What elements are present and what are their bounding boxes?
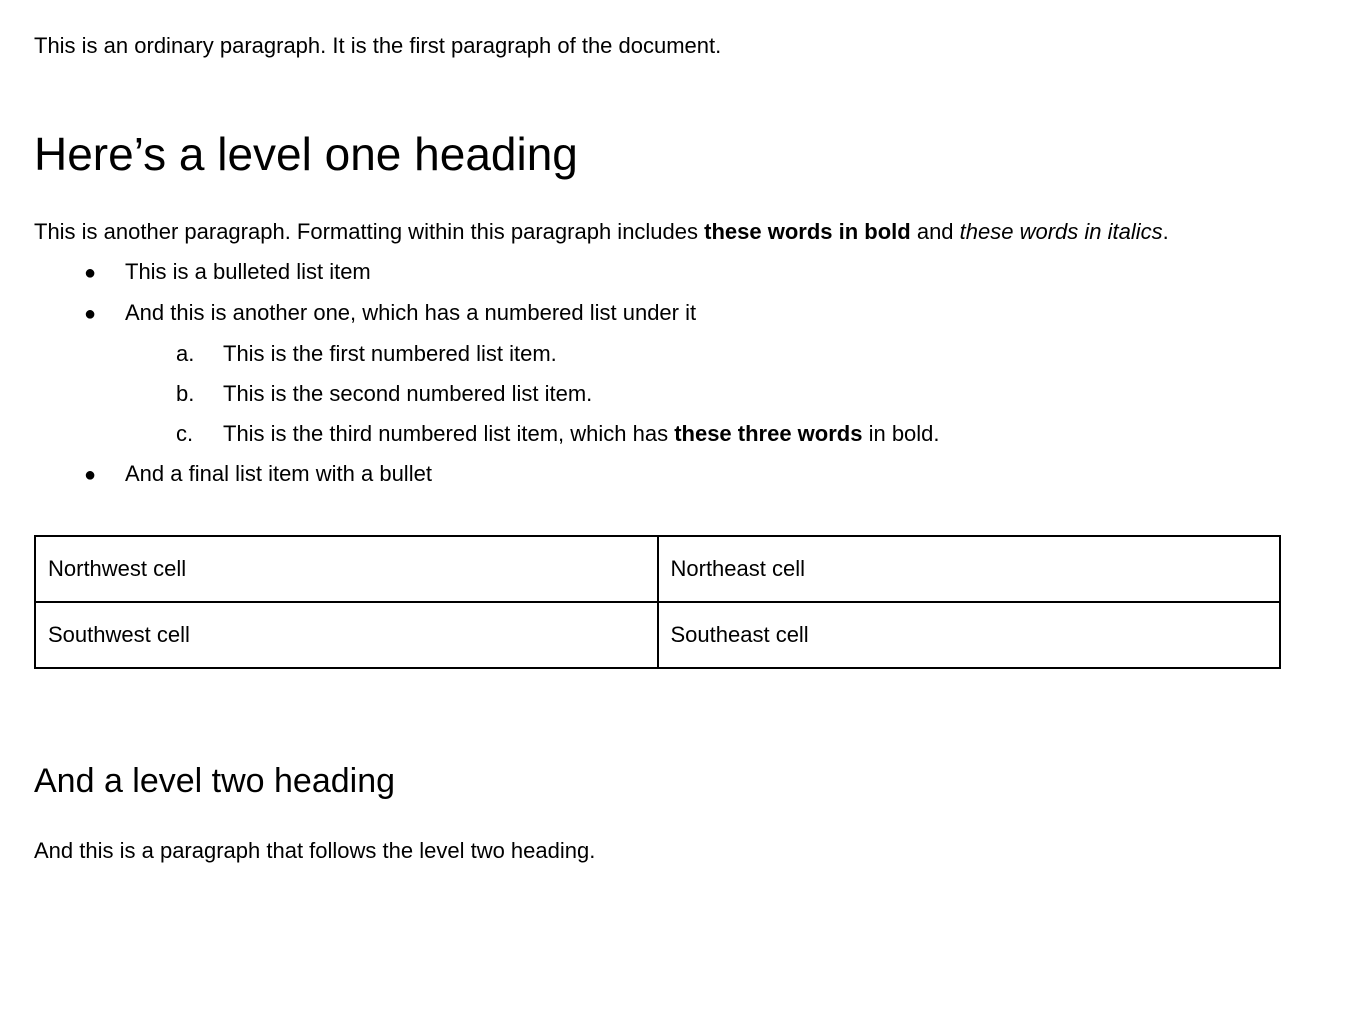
- bulleted-list: [34, 252, 1326, 495]
- bullet-marker: ●: [84, 464, 97, 486]
- alpha-marker: b.: [176, 381, 195, 406]
- heading-level-one: Here’s a level one heading: [34, 128, 578, 180]
- heading-level-two: And a level two heading: [34, 762, 396, 800]
- list-item-text: This is a bulleted list item: [125, 259, 371, 284]
- closing-paragraph: And this is a paragraph that follows the level two heading.: [34, 838, 596, 863]
- list-item-text: And this is another one, which has a numbered list under it: [125, 300, 697, 325]
- list-item: [34, 454, 1326, 495]
- list-item: [34, 293, 1326, 334]
- alpha-marker: c.: [176, 421, 194, 446]
- table-cell-northeast: Northeast cell: [658, 536, 1281, 602]
- list-item: [34, 252, 1326, 293]
- list-item-text: This is the second numbered list item.: [223, 381, 593, 406]
- bullet-marker: ●: [84, 262, 97, 284]
- numbered-list-item: [34, 374, 1326, 414]
- table-row: [35, 536, 1280, 602]
- document-page: [0, 26, 1360, 1014]
- list-item-text: This is the first numbered list item.: [223, 341, 557, 366]
- formatted-paragraph: This is another paragraph. Formatting within this paragraph includes these words in bold and these words in italics.: [34, 219, 1169, 244]
- list-item-text: And a final list item with a bullet: [125, 461, 432, 486]
- table-row: [35, 602, 1280, 668]
- numbered-list-item: [34, 414, 1326, 454]
- table-cell-southwest: Southwest cell: [35, 602, 658, 668]
- list-item-text: This is the third numbered list item, which has these three words in bold.: [223, 421, 940, 446]
- table-cell-northwest: Northwest cell: [35, 536, 658, 602]
- table-cell-southeast: Southeast cell: [658, 602, 1281, 668]
- intro-paragraph: This is an ordinary paragraph. It is the first paragraph of the document.: [34, 33, 722, 58]
- alpha-marker: a.: [176, 341, 195, 366]
- numbered-list-item: [34, 334, 1326, 374]
- content-table: [34, 535, 1281, 669]
- bullet-marker: ●: [84, 303, 97, 325]
